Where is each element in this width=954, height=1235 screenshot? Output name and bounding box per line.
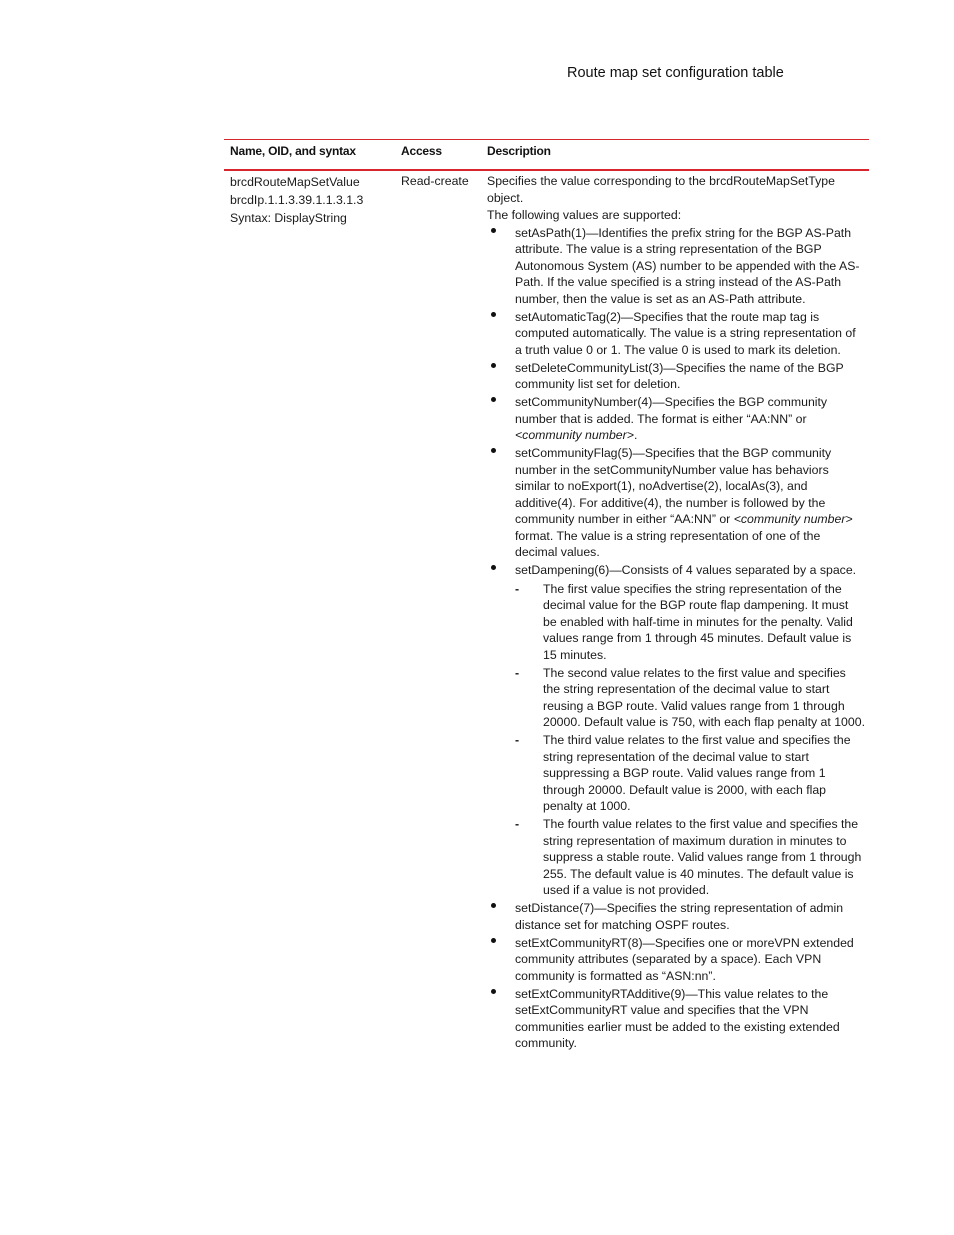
object-syntax: Syntax: DisplayString xyxy=(230,211,347,225)
bullet-icon xyxy=(491,363,496,368)
dash-icon: - xyxy=(515,817,520,831)
list-item: setDistance(7)—Specifies the string representation of admin distance set for matching OSPF routes. xyxy=(487,900,865,933)
list-item: setExtCommunityRTAdditive(9)—This value relates to the setExtCommunityRT value and specifies that the VPN communities earlier must be added to the existing extended community. xyxy=(487,986,865,1052)
dampening-sub-list xyxy=(515,581,865,899)
description-values-intro: The following values are supported: xyxy=(487,208,682,222)
sub-list-item: - The first value specifies the string representation of the decimal value for the BGP route flap dampening. It must be enabled with half-time in minutes for the penalty. Valid values range from 1 through 45 minutes. Default value is 15 minutes. xyxy=(515,581,853,662)
dash-icon: - xyxy=(515,581,520,596)
list-item: setDeleteCommunityList(3)—Specifies the name of the BGP community list set for deletion. xyxy=(487,360,865,393)
list-item: setAutomaticTag(2)—Specifies that the route map tag is computed automatically. The value is a string representation of a truth value 0 or 1. The value 0 is used to mark its deletion. xyxy=(487,309,865,359)
list-item: setCommunityFlag(5)—Specifies that the BGP community number in the setCommunityNumber value has behaviors similar to noExport(1), noAdvertise(2), localAs(3), and additive(4). For additive(4), the number is followed by the community number in either “AA:NN” or <community number> format. The value is a string representation of one of the decimal values. xyxy=(487,445,865,561)
bullet-icon xyxy=(491,989,496,994)
list-item: setExtCommunityRT(8)—Specifies one or moreVPN extended community attributes (separated by a space). Each VPN community is formatted as “ASN:nn”. xyxy=(487,935,865,985)
sub-list-item: - The second value relates to the first value and specifies the string representation of the decimal value to start reusing a BGP route. Valid values range from 1 through 20000. Default value is 750, with each flap penalty at 1000. xyxy=(515,665,865,729)
dash-icon: - xyxy=(515,665,520,680)
description-cell xyxy=(487,173,865,1053)
name-oid-syntax-cell xyxy=(230,173,395,227)
access-cell xyxy=(401,173,486,190)
table-header-rule xyxy=(224,169,869,171)
object-name: brcdRouteMapSetValue xyxy=(230,175,360,189)
table-header-row xyxy=(224,140,869,169)
column-header-access: Access xyxy=(401,144,442,158)
bullet-icon xyxy=(491,397,496,402)
running-header-title: Route map set configuration table xyxy=(567,65,784,81)
column-header-description: Description xyxy=(487,144,551,158)
mib-table xyxy=(224,139,869,1050)
dash-icon: - xyxy=(515,733,520,747)
list-item: setAsPath(1)—Identifies the prefix string for the BGP AS-Path attribute. The value is a string representation of the BGP Autonomous System (AS) number to be appended with the AS-Path. If the value specified is a string instead of the AS-Path number, then the value is set as an AS-Path attribute. xyxy=(487,225,865,308)
column-header-name: Name, OID, and syntax xyxy=(230,144,356,158)
bullet-icon xyxy=(491,565,496,570)
bullet-icon xyxy=(491,903,496,908)
value-list xyxy=(487,225,865,1052)
bullet-icon xyxy=(491,448,496,453)
list-item: setCommunityNumber(4)—Specifies the BGP community number that is added. The format is either “AA:NN” or <community number>. xyxy=(487,394,865,444)
description-intro: Specifies the value corresponding to the brcdRouteMapSetType object. xyxy=(487,174,835,205)
list-item: setDampening(6)—Consists of 4 values separated by a space. - The first value specifies the string representation of the decimal value for the BGP route flap dampening. It must be enabled with half-time in minutes for the penalty. Valid values range from 1 through 45 minutes. Default value is 15 minutes. - The second value relates to the first value and specifies the string representation of the decimal value to start reusing a BGP route. Valid values range from 1 through 20000. Default value is 750, with each flap penalty at 1000. - The third value relates to the first value and specifies the string representation of the decimal value to start suppressing a BGP route. Valid values range from 1 through 20000. Default value is 2000, with each flap penalty at 1000. - The fourth value relates to the first value and specifies the string representation of maximum duration in minutes to suppress a stable route. Valid values range from 1 through 255. The default value is 40 minutes. The default value is used if a value is not provided. xyxy=(487,562,865,899)
access-value: Read-create xyxy=(401,174,469,188)
bullet-icon xyxy=(491,228,496,233)
object-oid: brcdIp.1.1.3.39.1.1.3.1.3 xyxy=(230,193,364,207)
sub-list-item: - The third value relates to the first value and specifies the string representation of the decimal value to start suppressing a BGP route. Valid values range from 1 through 20000. Default value is 2000, with each flap penalty at 1000. xyxy=(515,733,851,813)
bullet-icon xyxy=(491,938,496,943)
sub-list-item: - The fourth value relates to the first value and specifies the string representation of maximum duration in minutes to suppress a stable route. Valid values range from 1 through 255. The default value is 40 minutes. The default value is used if a value is not provided. xyxy=(515,817,862,897)
bullet-icon xyxy=(491,312,496,317)
